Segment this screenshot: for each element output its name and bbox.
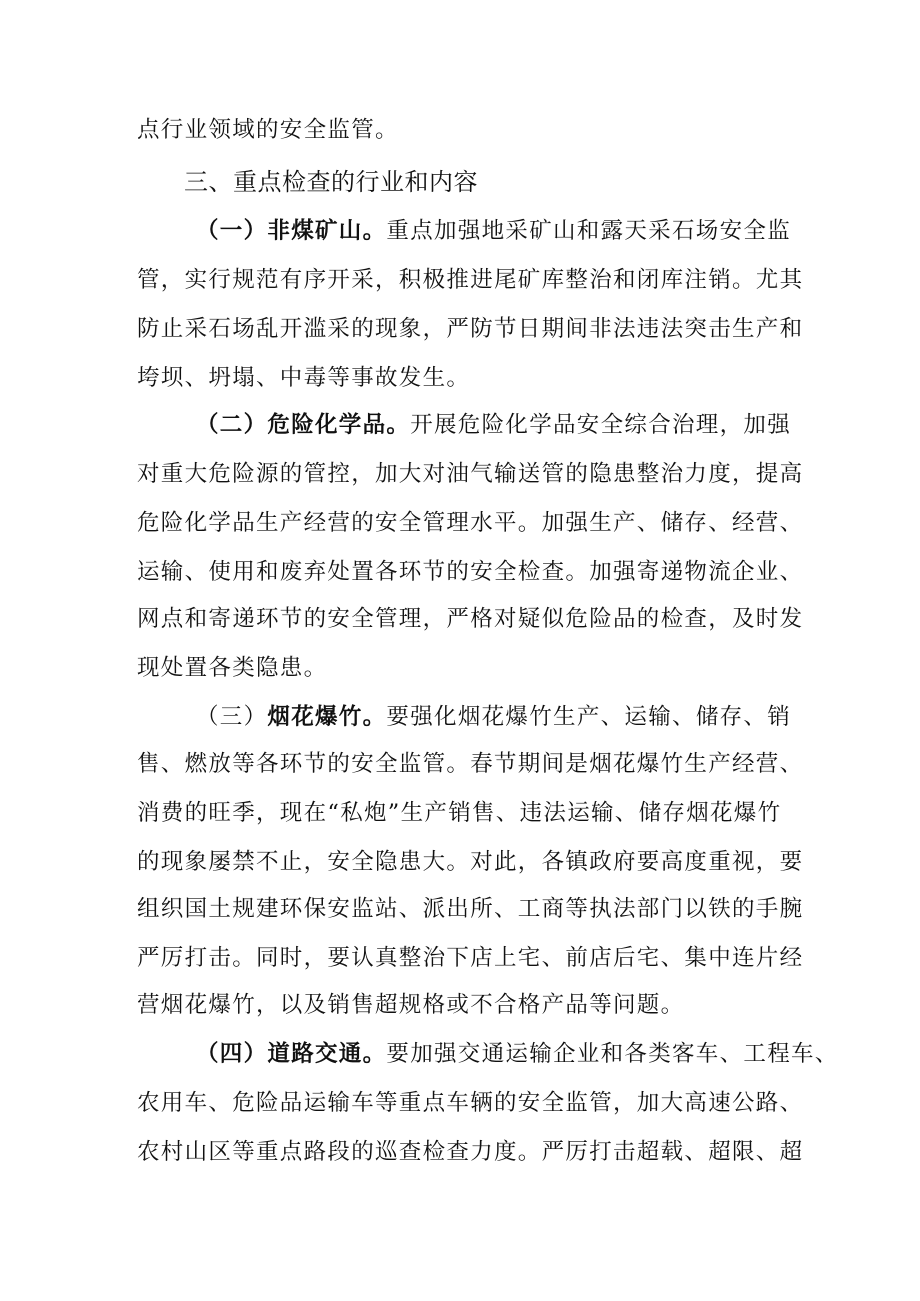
text: 防止采石场乱开滥采的现象，严防节日期间非法违法突击生产和 bbox=[137, 316, 804, 342]
paragraph-2-line-2 bbox=[0, 459, 920, 489]
paragraph-3-line-5 bbox=[0, 894, 920, 924]
text: 网点和寄递环节的安全管理，严格对疑似危险品的检查，及时发 bbox=[137, 606, 804, 632]
paragraph-2-line-6 bbox=[0, 653, 920, 683]
paragraph-1-line-3 bbox=[0, 314, 920, 344]
text: 运输、使用和废弃处置各环节的安全检查。加强寄递物流企业、 bbox=[137, 559, 804, 585]
text: 管，实行规范有序开采，积极推进尾矿库整治和闭库注销。尤其 bbox=[137, 267, 804, 293]
paragraph-2-line-3 bbox=[0, 508, 920, 538]
intro-line-1 bbox=[0, 115, 920, 145]
section-heading bbox=[0, 167, 920, 197]
text: 现处置各类隐患。 bbox=[137, 655, 328, 681]
paragraph-3-line-3 bbox=[0, 798, 920, 828]
text: 开展危险化学品安全综合治理，加强 bbox=[410, 412, 792, 438]
text: 营烟花爆竹，以及销售超规格或不合格产品等问题。 bbox=[137, 992, 685, 1018]
text: 售、燃放等各环节的安全监管。春节期间是烟花爆竹生产经营、 bbox=[137, 751, 804, 777]
text: 垮坝、坍塌、中毒等事故发生。 bbox=[137, 365, 471, 391]
paragraph-3-line-2 bbox=[0, 749, 920, 779]
paragraph-3-label: 烟花爆竹。 bbox=[267, 704, 387, 730]
paragraph-2-line-5 bbox=[0, 604, 920, 634]
text: 危险化学品生产经营的安全管理水平。加强生产、储存、经营、 bbox=[137, 510, 804, 536]
text: 的现象屡禁不止，安全隐患大。对此，各镇政府要高度重视，要 bbox=[137, 849, 804, 875]
paragraph-4-label: （四）道路交通。 bbox=[196, 1041, 387, 1067]
paragraph-3-line-6 bbox=[0, 943, 920, 973]
text: 农村山区等重点路段的巡查检查力度。严厉打击超载、超限、超 bbox=[137, 1139, 804, 1165]
paragraph-1-line-2 bbox=[0, 265, 920, 295]
paragraph-4-line-2 bbox=[0, 1088, 920, 1118]
text: 重点加强地采矿山和露天采石场安全监 bbox=[386, 218, 792, 244]
paragraph-2-label: （二）危险化学品。 bbox=[196, 412, 411, 438]
paragraph-4-line-1 bbox=[0, 1039, 920, 1069]
text: 对重大危险源的管控，加大对油气输送管的隐患整治力度，提高 bbox=[137, 461, 804, 487]
paragraph-1-line-1 bbox=[0, 216, 920, 246]
paragraph-1-label: （一）非煤矿山。 bbox=[196, 218, 387, 244]
paragraph-2-line-1 bbox=[0, 410, 920, 440]
text: 要强化烟花爆竹生产、运输、储存、销 bbox=[386, 704, 792, 730]
text: 组织国土规建环保安监站、派出所、工商等执法部门以铁的手腕 bbox=[137, 896, 804, 922]
text: 农用车、危险品运输车等重点车辆的安全监管，加大高速公路、 bbox=[137, 1090, 804, 1116]
text: 要加强交通运输企业和各类客车、工程车、 bbox=[386, 1041, 839, 1067]
text: 消费的旺季，现在“私炮”生产销售、违法运输、储存烟花爆竹 bbox=[137, 800, 782, 826]
paragraph-3-line-1 bbox=[0, 702, 920, 732]
paragraph-3-line-4 bbox=[0, 847, 920, 877]
paragraph-3-number: （三） bbox=[196, 704, 268, 730]
paragraph-1-line-4 bbox=[0, 363, 920, 393]
text: 点行业领域的安全监管。 bbox=[137, 117, 399, 143]
section-title: 三、重点检查的行业和内容 bbox=[184, 168, 478, 196]
text: 严厉打击。同时，要认真整治下店上宅、前店后宅、集中连片经 bbox=[137, 945, 804, 971]
paragraph-4-line-3 bbox=[0, 1137, 920, 1167]
paragraph-3-line-7 bbox=[0, 990, 920, 1020]
paragraph-2-line-4 bbox=[0, 557, 920, 587]
